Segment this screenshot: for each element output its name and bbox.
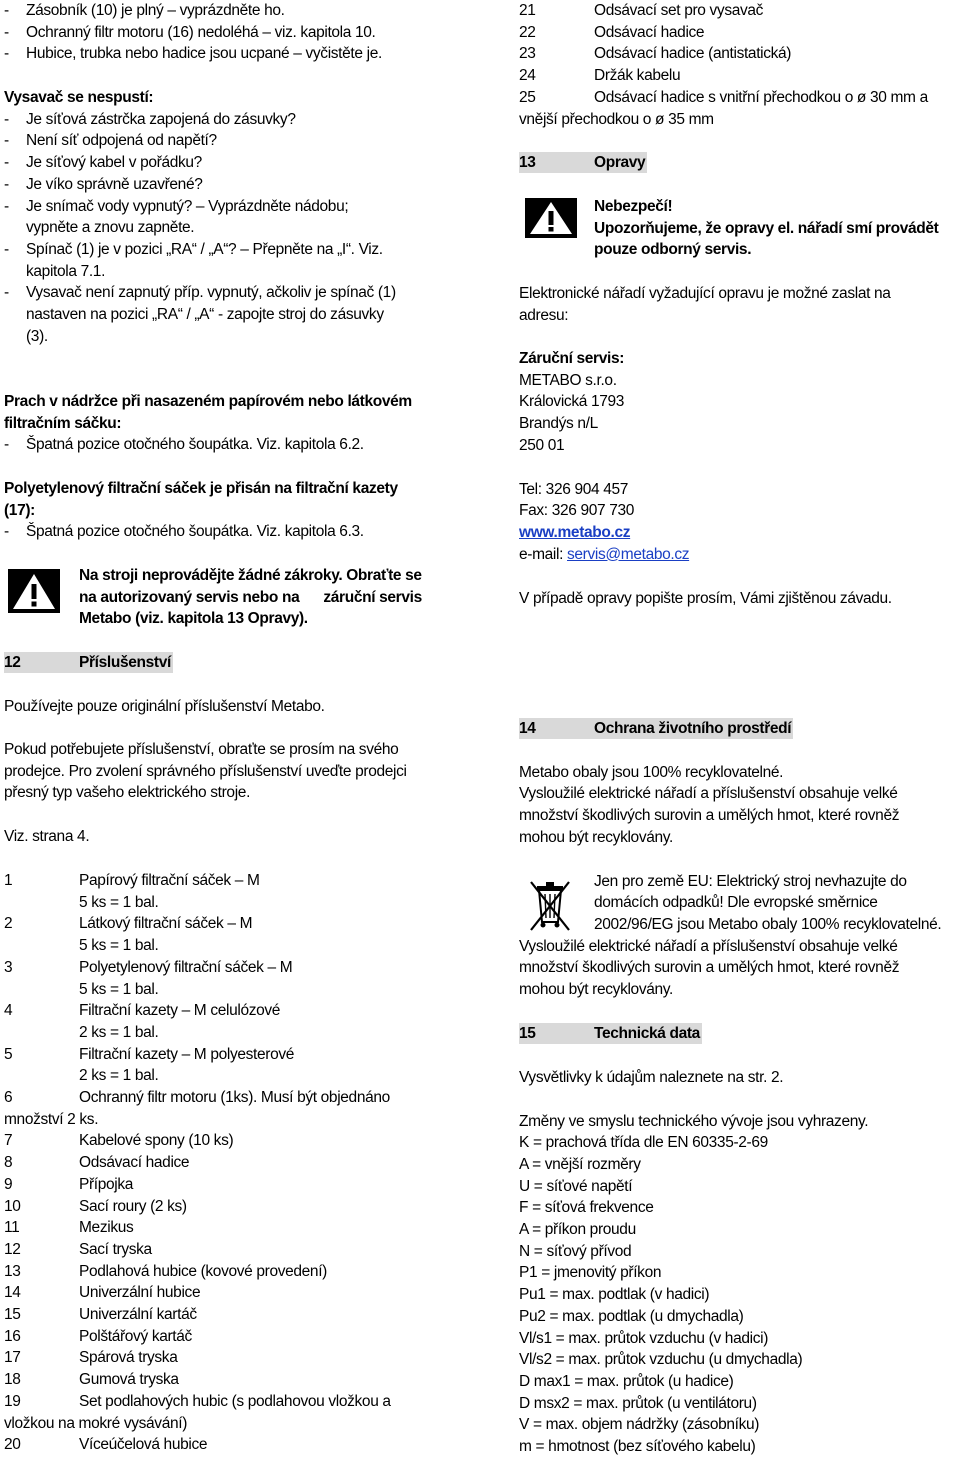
- paragraph: mohou být recyklovány.: [519, 828, 673, 846]
- eu-text-2: domácích odpadků! Dle evropské směrnice: [594, 894, 878, 912]
- legend-item: D msx2 = max. průtok (u ventilátoru): [519, 1394, 757, 1412]
- list-item: - Špatná pozice otočného šoupátka. Viz. kapitola 6.3.: [4, 523, 364, 541]
- section-13-heading: 13 Opravy: [519, 154, 646, 171]
- address-line: Královická 1793: [519, 393, 625, 411]
- list-item: 23 Odsávací hadice (antistatická): [519, 45, 792, 63]
- paragraph: přesný typ vašeho elektrického stroje.: [4, 784, 251, 802]
- crossed-bin-icon: [527, 878, 573, 934]
- list-item: - Vysavač není zapnutý příp. vypnutý, ačkoliv je spínač (1): [4, 284, 396, 302]
- list-item-cont: (3).: [26, 327, 48, 345]
- legend-item: Pu1 = max. podtlak (v hadici): [519, 1286, 710, 1304]
- eu-text-3: 2002/96/EG jsou Metabo obaly 100% recyklovatelné.: [594, 915, 942, 933]
- paragraph: V případě opravy popište prosím, Vámi zjištěnou závadu.: [519, 589, 892, 607]
- list-item: 22 Odsávací hadice: [519, 23, 705, 41]
- section-15-heading: 15 Technická data: [519, 1025, 700, 1042]
- fax: Fax: 326 907 730: [519, 502, 635, 520]
- list-item: 4 Filtrační kazety – M celulózové: [4, 1002, 281, 1020]
- legend-item: K = prachová třída dle EN 60335-2-69: [519, 1134, 768, 1152]
- list-item: 14 Univerzální hubice: [4, 1284, 201, 1302]
- list-item-sub: 2 ks = 1 bal.: [79, 1023, 159, 1041]
- legend-item: Pu2 = max. podtlak (u dmychadla): [519, 1307, 744, 1325]
- paragraph: Používejte pouze originální příslušenství Metabo.: [4, 697, 325, 715]
- list-item: 8 Odsávací hadice: [4, 1154, 190, 1172]
- list-item-wrap: množství 2 ks.: [4, 1110, 99, 1128]
- list-item: 6 Ochranný filtr motoru (1ks). Musí být objednáno: [4, 1089, 390, 1106]
- list-item: 19 Set podlahových hubic (s podlahovou vložkou a: [4, 1392, 391, 1410]
- legend-item: A = vnější rozměry: [519, 1155, 641, 1173]
- paragraph: prodejce. Pro zvolení správného příslušenství uveďte prodejci: [4, 762, 407, 780]
- list-item-wrap: vnější přechodkou o ø 35 mm: [519, 110, 714, 128]
- legend-item: P1 = jmenovitý příkon: [519, 1264, 662, 1282]
- list-item: 20 Víceúčelová hubice: [4, 1436, 208, 1454]
- list-item-sub: 5 ks = 1 bal.: [79, 893, 159, 911]
- list-item: - Zásobník (10) je plný – vyprázdněte ho.: [4, 2, 285, 19]
- website-link[interactable]: www.metabo.cz: [519, 523, 631, 541]
- list-item-cont: vypněte a znovu zapněte.: [26, 219, 195, 237]
- paragraph: Vysloužilé elektrické nářadí a příslušenství obsahuje velké: [519, 785, 898, 803]
- danger-text-1: Upozorňujeme, že opravy el. nářadí smí provádět: [594, 219, 939, 237]
- eu-text-1: Jen pro země EU: Elektrický stroj nevhazujte do: [594, 872, 907, 890]
- list-item-cont: nastaven na pozici „RA“ / „A“ - zapojte stroj do zásuvky: [26, 306, 384, 323]
- list-item: 5 Filtrační kazety – M polyesterové: [4, 1045, 295, 1063]
- legend-item: N = síťový přívod: [519, 1242, 632, 1260]
- list-item: 2 Látkový filtrační sáček – M: [4, 915, 253, 933]
- warning-text-1: Na stroji neprovádějte žádné zákroky. Obraťte se: [79, 567, 422, 584]
- paragraph: adresu:: [519, 306, 569, 324]
- list-item: 3 Polyetylenový filtrační sáček – M: [4, 958, 293, 976]
- list-item-wrap: vložkou na mokré vysávání): [4, 1414, 188, 1432]
- list-item: 12 Sací tryska: [4, 1240, 152, 1258]
- list-item-sub: 2 ks = 1 bal.: [79, 1067, 159, 1085]
- list-item-cont: kapitola 7.1.: [26, 262, 106, 280]
- list-item: 25 Odsávací hadice s vnitřní přechodkou o ø 30 mm a: [519, 88, 928, 106]
- subheading-dust: Prach v nádržce při nasazeném papírovém nebo látkovém: [4, 393, 412, 410]
- email-link[interactable]: servis@metabo.cz: [567, 545, 690, 563]
- list-item: 17 Spárová tryska: [4, 1349, 178, 1367]
- subheading-poly-cont: (17):: [4, 501, 35, 519]
- paragraph: Metabo obaly jsou 100% recyklovatelné.: [519, 763, 784, 781]
- list-item: 13 Podlahová hubice (kovové provedení): [4, 1262, 327, 1280]
- phone: Tel: 326 904 457: [519, 480, 629, 498]
- list-item: 10 Sací roury (2 ks): [4, 1197, 187, 1215]
- eu-text-4: Vysloužilé elektrické nářadí a příslušenství obsahuje velké: [519, 937, 898, 955]
- paragraph: Viz. strana 4.: [4, 828, 90, 845]
- list-item: 9 Přípojka: [4, 1175, 134, 1193]
- list-item: 15 Univerzální kartáč: [4, 1306, 197, 1323]
- list-item: - Je víko správně uzavřené?: [4, 175, 203, 193]
- list-item: - Je síťový kabel v pořádku?: [4, 154, 202, 172]
- list-item: - Spínač (1) je v pozici „RA“ / „A“? – Přepněte na „I“. Viz.: [4, 240, 383, 258]
- legend-item: Vl/s2 = max. průtok vzduchu (u dmychadla): [519, 1351, 803, 1369]
- subheading-poly: Polyetylenový filtrační sáček je přisán na filtrační kazety: [4, 480, 398, 497]
- paragraph: množství škodlivých surovin a umělých hmot, které rovněž: [519, 806, 900, 824]
- list-item: 24 Držák kabelu: [519, 67, 681, 85]
- legend-item: F = síťová frekvence: [519, 1199, 654, 1217]
- legend-item: Vl/s1 = max. průtok vzduchu (v hadici): [519, 1329, 769, 1347]
- paragraph: Vysvětlivky k údajům naleznete na str. 2.: [519, 1068, 784, 1086]
- list-item-sub: 5 ks = 1 bal.: [79, 980, 159, 998]
- danger-title: Nebezpečí!: [594, 198, 673, 215]
- legend-item: V = max. objem nádržky (zásobníku): [519, 1416, 760, 1434]
- legend-item: U = síťové napětí: [519, 1177, 633, 1195]
- email-line: e-mail: servis@metabo.cz: [519, 545, 690, 563]
- danger-text-2: pouze odborný servis.: [594, 241, 752, 259]
- warning-icon: [8, 569, 60, 613]
- paragraph: Změny ve smyslu technického vývoje jsou vyhrazeny.: [519, 1112, 869, 1130]
- paragraph: Elektronické nářadí vyžadující opravu je možné zaslat na: [519, 285, 891, 302]
- list-item: - Špatná pozice otočného šoupátka. Viz. kapitola 6.2.: [4, 436, 364, 454]
- paragraph: Pokud potřebujete příslušenství, obraťte se prosím na svého: [4, 741, 399, 758]
- address-line: METABO s.r.o.: [519, 371, 617, 389]
- eu-text-6: mohou být recyklovány.: [519, 981, 673, 998]
- list-item: 1 Papírový filtrační sáček – M: [4, 872, 260, 889]
- list-item-sub: 5 ks = 1 bal.: [79, 937, 159, 955]
- list-item: - Je snímač vody vypnutý? – Vyprázdněte nádobu;: [4, 197, 349, 215]
- service-heading: Záruční servis:: [519, 350, 625, 367]
- list-item: 18 Gumová tryska: [4, 1371, 179, 1389]
- list-item: - Hubice, trubka nebo hadice jsou ucpané – vyčistěte je.: [4, 45, 382, 63]
- legend-item: m = hmotnost (bez síťového kabelu): [519, 1438, 756, 1455]
- list-item: 11 Mezikus: [4, 1219, 134, 1237]
- section-14-heading: 14 Ochrana životního prostředí: [519, 720, 792, 737]
- section-12-heading: 12 Příslušenství: [4, 654, 171, 671]
- legend-item: D max1 = max. průtok (u hadice): [519, 1372, 734, 1390]
- subheading-dust-cont: filtračním sáčku:: [4, 414, 122, 432]
- warning-text-3: Metabo (viz. kapitola 13 Opravy).: [79, 610, 308, 628]
- legend-item: A = příkon proudu: [519, 1221, 636, 1238]
- list-item: 16 Polštářový kartáč: [4, 1327, 192, 1345]
- subheading-no-start: Vysavač se nespustí:: [4, 89, 154, 106]
- list-item: - Není síť odpojená od napětí?: [4, 132, 217, 150]
- eu-text-5: množství škodlivých surovin a umělých hmot, které rovněž: [519, 959, 900, 977]
- list-item: - Je síťová zástrčka zapojená do zásuvky?: [4, 110, 296, 128]
- address-line: 250 01: [519, 436, 565, 454]
- warning-icon: [525, 198, 577, 238]
- warning-text-2: na autorizovaný servis nebo na záruční servis: [79, 588, 422, 606]
- list-item: 7 Kabelové spony (10 ks): [4, 1132, 234, 1150]
- list-item: 21 Odsávací set pro vysavač: [519, 2, 764, 19]
- address-line: Brandýs n/L: [519, 415, 598, 433]
- list-item: - Ochranný filtr motoru (16) nedoléhá – viz. kapitola 10.: [4, 23, 376, 41]
